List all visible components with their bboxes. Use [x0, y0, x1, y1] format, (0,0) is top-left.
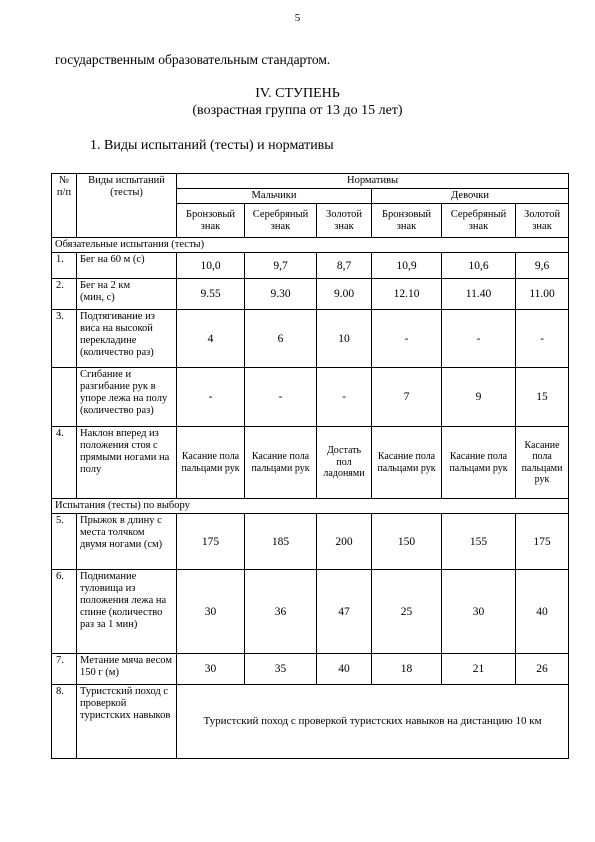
row-test-name: Бег на 60 м (с) [77, 253, 177, 279]
table-row [52, 685, 569, 759]
boys-gold-value: 10 [317, 310, 372, 368]
row-num: 5. [52, 514, 77, 570]
girls-silver-value: 11.40 [442, 279, 516, 310]
page-number: 5 [294, 12, 301, 24]
age-group-subtitle: (возрастная группа от 13 до 15 лет) [192, 103, 403, 118]
row-num: 1. [52, 253, 77, 279]
row-test-name: Наклон вперед из положения стоя с прямыми ногами на полу [77, 427, 177, 499]
header-boys-bronze: Бронзовый знак [177, 204, 245, 238]
row-test-name: Поднимание туловища из положения лежа на спине (количество раз за 1 мин) [77, 570, 177, 654]
boys-bronze-value: Касание пола пальцами рук [177, 427, 245, 499]
row-test-name: Бег на 2 км (мин, с) [77, 279, 177, 310]
girls-bronze-value: 18 [372, 654, 442, 685]
header-girls: Девочки [372, 189, 569, 204]
girls-gold-value: 175 [516, 514, 569, 570]
girls-silver-value: 10,6 [442, 253, 516, 279]
boys-bronze-value: 9.55 [177, 279, 245, 310]
group-mandatory: Обязательные испытания (тесты) [52, 238, 569, 253]
section-title: 1. Виды испытаний (тесты) и нормативы [90, 138, 334, 153]
stage-title: IV. СТУПЕНЬ [255, 86, 340, 101]
girls-gold-value: 11.00 [516, 279, 569, 310]
girls-bronze-value: 10,9 [372, 253, 442, 279]
girls-silver-value: 30 [442, 570, 516, 654]
girls-silver-value: Касание пола пальцами рук [442, 427, 516, 499]
boys-bronze-value: 30 [177, 654, 245, 685]
girls-silver-value: 155 [442, 514, 516, 570]
boys-silver-value: 185 [245, 514, 317, 570]
boys-gold-value: Достать пол ладонями [317, 427, 372, 499]
boys-gold-value: 8,7 [317, 253, 372, 279]
boys-silver-value: - [245, 368, 317, 427]
row-test-name: Метание мяча весом 150 г (м) [77, 654, 177, 685]
header-boys-gold: Золотой знак [317, 204, 372, 238]
row-num [52, 368, 77, 427]
girls-gold-value: 26 [516, 654, 569, 685]
header-tests: Виды испытаний (тесты) [77, 174, 177, 238]
header-boys-silver: Серебряный знак [245, 204, 317, 238]
table-row [52, 310, 569, 368]
norms-table [51, 173, 569, 759]
row-test-name: Туристский поход с проверкой туристских навыков [77, 685, 177, 759]
boys-bronze-value: 10,0 [177, 253, 245, 279]
girls-gold-value: 9,6 [516, 253, 569, 279]
boys-gold-value: 47 [317, 570, 372, 654]
table-row [52, 570, 569, 654]
girls-bronze-value: 7 [372, 368, 442, 427]
girls-bronze-value: 25 [372, 570, 442, 654]
boys-silver-value: 9,7 [245, 253, 317, 279]
table-row [52, 279, 569, 310]
boys-gold-value: 200 [317, 514, 372, 570]
boys-bronze-value: 30 [177, 570, 245, 654]
group-optional: Испытания (тесты) по выбору [52, 499, 569, 514]
header-girls-bronze: Бронзовый знак [372, 204, 442, 238]
header-num: № п/п [52, 174, 77, 238]
boys-bronze-value: 4 [177, 310, 245, 368]
boys-silver-value: Касание пола пальцами рук [245, 427, 317, 499]
row-test-name: Сгибание и разгибание рук в упоре лежа на полу (количество раз) [77, 368, 177, 427]
girls-gold-value: Касание пола пальцами рук [516, 427, 569, 499]
row-test-name: Прыжок в длину с места толчком двумя ногами (см) [77, 514, 177, 570]
girls-silver-value: 9 [442, 368, 516, 427]
girls-gold-value: - [516, 310, 569, 368]
row-test-name: Подтягивание из виса на высокой перекладине (количество раз) [77, 310, 177, 368]
row-num: 8. [52, 685, 77, 759]
girls-bronze-value: 150 [372, 514, 442, 570]
girls-bronze-value: - [372, 310, 442, 368]
boys-silver-value: 6 [245, 310, 317, 368]
boys-silver-value: 9.30 [245, 279, 317, 310]
girls-silver-value: - [442, 310, 516, 368]
header-girls-gold: Золотой знак [516, 204, 569, 238]
girls-bronze-value: Касание пола пальцами рук [372, 427, 442, 499]
row-num: 7. [52, 654, 77, 685]
table-row [52, 368, 569, 427]
girls-bronze-value: 12.10 [372, 279, 442, 310]
boys-gold-value: 40 [317, 654, 372, 685]
row-num: 3. [52, 310, 77, 368]
boys-gold-value: 9.00 [317, 279, 372, 310]
table-row [52, 514, 569, 570]
boys-silver-value: 36 [245, 570, 317, 654]
girls-gold-value: 40 [516, 570, 569, 654]
table-row [52, 427, 569, 499]
table-row [52, 654, 569, 685]
hiking-merged-value: Туристский поход с проверкой туристских навыков на дистанцию 10 км [177, 685, 569, 759]
boys-bronze-value: 175 [177, 514, 245, 570]
intro-text: государственным образовательным стандартом. [55, 52, 331, 67]
girls-gold-value: 15 [516, 368, 569, 427]
row-num: 4. [52, 427, 77, 499]
row-num: 2. [52, 279, 77, 310]
header-norms: Нормативы [177, 174, 569, 189]
boys-gold-value: - [317, 368, 372, 427]
girls-silver-value: 21 [442, 654, 516, 685]
table-row [52, 253, 569, 279]
header-boys: Мальчики [177, 189, 372, 204]
header-girls-silver: Серебряный знак [442, 204, 516, 238]
boys-bronze-value: - [177, 368, 245, 427]
row-num: 6. [52, 570, 77, 654]
boys-silver-value: 35 [245, 654, 317, 685]
